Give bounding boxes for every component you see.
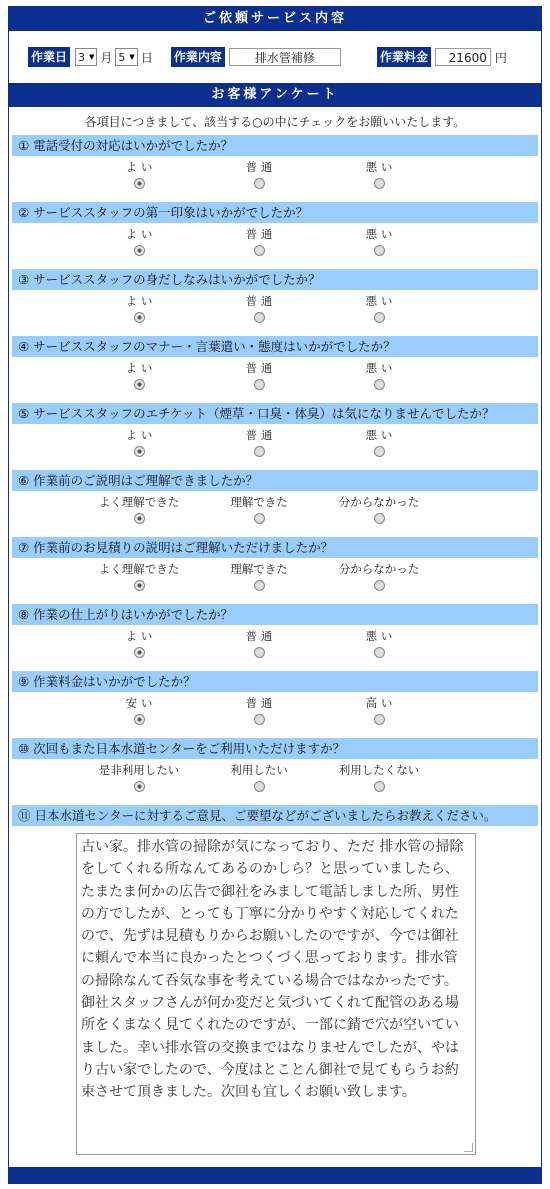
survey-intro: 各項目につきまして、該当する○の中にチェックをお願いいたします。 [84, 115, 466, 129]
radio-option-label: 理解できた [230, 562, 288, 576]
radio-option-label: 悪 い [365, 428, 393, 442]
radio-option[interactable] [324, 629, 434, 658]
chevron-down-icon: ▼ [89, 53, 95, 61]
radio-option[interactable] [324, 160, 434, 189]
radio-button[interactable] [374, 781, 385, 792]
radio-option-label: よく理解できた [98, 562, 180, 576]
question-10-options [9, 759, 541, 805]
question-2: ② サービススタッフの第一印象はいかがでしたか？ [12, 202, 538, 223]
comment-question: ⑪ 日本水道センターに対するご意見、ご要望などがございましたらお教えください。 [12, 805, 538, 826]
question-4-options [9, 357, 541, 403]
radio-option-label: よく理解できた [98, 495, 180, 509]
radio-option-label: 悪 い [365, 160, 393, 174]
radio-option-label: 分からなかった [338, 495, 420, 509]
month-select[interactable]: 3 ▼ [75, 48, 97, 66]
radio-option-label: 普 通 [245, 629, 273, 643]
question-10: ⑩ 次回もまた日本水道センターをご利用いただけますか？ [12, 738, 538, 759]
radio-button[interactable] [374, 312, 385, 323]
question-3-options [9, 290, 541, 336]
comment-textarea[interactable] [76, 833, 476, 1155]
radio-option-label: よ い [125, 629, 153, 643]
question-1: ① 電話受付の対応はいかがでしたか？ [12, 135, 538, 156]
radio-button[interactable] [254, 513, 265, 524]
radio-option[interactable] [204, 629, 314, 658]
resize-handle[interactable] [464, 1143, 473, 1152]
radio-option-label: 分からなかった [338, 562, 420, 576]
radio-option[interactable] [84, 763, 194, 792]
radio-button[interactable] [374, 647, 385, 658]
radio-option[interactable] [84, 361, 194, 390]
question-3: ③ サービススタッフの身だしなみはいかがでしたか？ [12, 269, 538, 290]
radio-option-label: 高 い [365, 696, 393, 710]
radio-option[interactable] [204, 294, 314, 323]
radio-button[interactable] [374, 446, 385, 457]
radio-button-checked[interactable] [134, 312, 145, 323]
service-info-row [9, 31, 541, 83]
radio-button-checked[interactable] [134, 714, 145, 725]
question-5: ⑤ サービススタッフのエチケット（煙草・口臭・体臭）は気になりませんでしたか？ [12, 403, 538, 424]
radio-option-label: 悪 い [365, 361, 393, 375]
radio-button-checked[interactable] [134, 781, 145, 792]
radio-option[interactable] [324, 696, 434, 725]
radio-option[interactable] [204, 428, 314, 457]
fee-field[interactable]: 21600 [435, 48, 491, 66]
radio-option[interactable] [204, 361, 314, 390]
radio-option-label: よ い [125, 294, 153, 308]
radio-option[interactable] [84, 428, 194, 457]
question-7: ⑦ 作業前のお見積りの説明はご理解いただけましたか？ [12, 537, 538, 558]
radio-button[interactable] [254, 446, 265, 457]
radio-button[interactable] [374, 580, 385, 591]
radio-option[interactable] [204, 562, 314, 591]
radio-option[interactable] [84, 562, 194, 591]
radio-button-checked[interactable] [134, 379, 145, 390]
radio-button[interactable] [254, 580, 265, 591]
question-1-options [9, 156, 541, 202]
radio-option-label: 普 通 [245, 428, 273, 442]
fee-label: 作業料金 [377, 47, 431, 67]
comment-text: 古い家。排水管の掃除が気になっており、ただ 排水管の掃除をしてくれる所なんてあるのかしら？と思っていましたら、たまたま何かの広告で御社をみまして電話しました所、男性の方でしたが、とっても丁寧に分かりやすく対応してくれたので、先ずは見積もりからお願いしたのですが、今では御社に頼んで本当に良かったとつくづく思っております。排水管の掃除なんて呑気な事を考えている場合ではなかったです。御社スタッフさんが何か変だと気づいてくれて配管のある場所をくまなく見てくれたのですが、一部に錆で穴が空いていました。幸い排水管の交換まではなりませんでしたが、やはり古い家でしたので、今度はとことん御社で見てもらうお約束させて頂きました。次回も宜しくお願い致します。 [81, 839, 464, 1101]
radio-option[interactable] [84, 227, 194, 256]
radio-button[interactable] [374, 714, 385, 725]
radio-button-checked[interactable] [134, 446, 145, 457]
radio-option-label: 是非利用したい [98, 763, 180, 777]
radio-option-label: よ い [125, 227, 153, 241]
radio-option-label: よ い [125, 160, 153, 174]
radio-button-checked[interactable] [134, 513, 145, 524]
question-6-options [9, 491, 541, 537]
question-list [9, 135, 541, 805]
radio-option[interactable] [324, 361, 434, 390]
radio-button[interactable] [374, 178, 385, 189]
radio-option-label: 理解できた [230, 495, 288, 509]
question-2-options [9, 223, 541, 269]
radio-option[interactable] [204, 696, 314, 725]
question-7-options [9, 558, 541, 604]
radio-button[interactable] [254, 647, 265, 658]
radio-button[interactable] [254, 178, 265, 189]
radio-option[interactable] [324, 294, 434, 323]
radio-option-label: よ い [125, 361, 153, 375]
survey-header: お客様アンケート [9, 83, 541, 107]
radio-option-label: 普 通 [245, 160, 273, 174]
month-unit: 月 [100, 50, 113, 65]
day-unit: 日 [140, 50, 153, 65]
service-header: ご依頼サービス内容 [9, 7, 541, 31]
radio-option[interactable] [84, 160, 194, 189]
radio-button[interactable] [254, 312, 265, 323]
radio-button[interactable] [254, 245, 265, 256]
radio-option[interactable] [324, 562, 434, 591]
radio-button[interactable] [374, 379, 385, 390]
survey-form [8, 6, 542, 1184]
radio-button[interactable] [254, 714, 265, 725]
radio-option-label: 普 通 [245, 696, 273, 710]
radio-option[interactable] [84, 495, 194, 524]
radio-option-label: よ い [125, 428, 153, 442]
question-6: ⑥ 作業前のご説明はご理解できましたか？ [12, 470, 538, 491]
radio-option[interactable] [84, 696, 194, 725]
question-8-options [9, 625, 541, 671]
radio-button-checked[interactable] [134, 245, 145, 256]
radio-option-label: 利用したくない [338, 763, 420, 777]
footer-bar [9, 1167, 541, 1183]
radio-option-label: 利用したい [230, 763, 288, 777]
radio-option[interactable] [324, 763, 434, 792]
radio-option-label: 悪 い [365, 629, 393, 643]
radio-button[interactable] [374, 513, 385, 524]
radio-button[interactable] [254, 781, 265, 792]
day-select[interactable]: 5 ▼ [115, 48, 137, 66]
date-label: 作業日 [28, 47, 70, 67]
work-label: 作業内容 [171, 47, 225, 67]
radio-option-label: 悪 い [365, 294, 393, 308]
question-4: ④ サービススタッフのマナー・言葉遣い・態度はいかがでしたか？ [12, 336, 538, 357]
radio-option[interactable] [84, 629, 194, 658]
radio-option[interactable] [324, 428, 434, 457]
radio-option-label: 安 い [125, 696, 153, 710]
radio-option-label: 悪 い [365, 227, 393, 241]
radio-option[interactable] [204, 495, 314, 524]
chevron-down-icon: ▼ [129, 53, 135, 61]
radio-button[interactable] [254, 379, 265, 390]
radio-option[interactable] [204, 160, 314, 189]
radio-option[interactable] [204, 763, 314, 792]
radio-button[interactable] [374, 245, 385, 256]
work-content-field[interactable]: 排水管補修 [229, 48, 341, 66]
radio-option[interactable] [324, 227, 434, 256]
question-5-options [9, 424, 541, 470]
question-9: ⑨ 作業料金はいかがでしたか？ [12, 671, 538, 692]
radio-button-checked[interactable] [134, 178, 145, 189]
fee-unit: 円 [494, 50, 507, 65]
radio-option[interactable] [204, 227, 314, 256]
radio-option[interactable] [84, 294, 194, 323]
radio-option[interactable] [324, 495, 434, 524]
radio-button-checked[interactable] [134, 647, 145, 658]
question-9-options [9, 692, 541, 738]
question-8: ⑧ 作業の仕上がりはいかがでしたか？ [12, 604, 538, 625]
radio-button-checked[interactable] [134, 580, 145, 591]
radio-option-label: 普 通 [245, 361, 273, 375]
radio-option-label: 普 通 [245, 294, 273, 308]
radio-option-label: 普 通 [245, 227, 273, 241]
